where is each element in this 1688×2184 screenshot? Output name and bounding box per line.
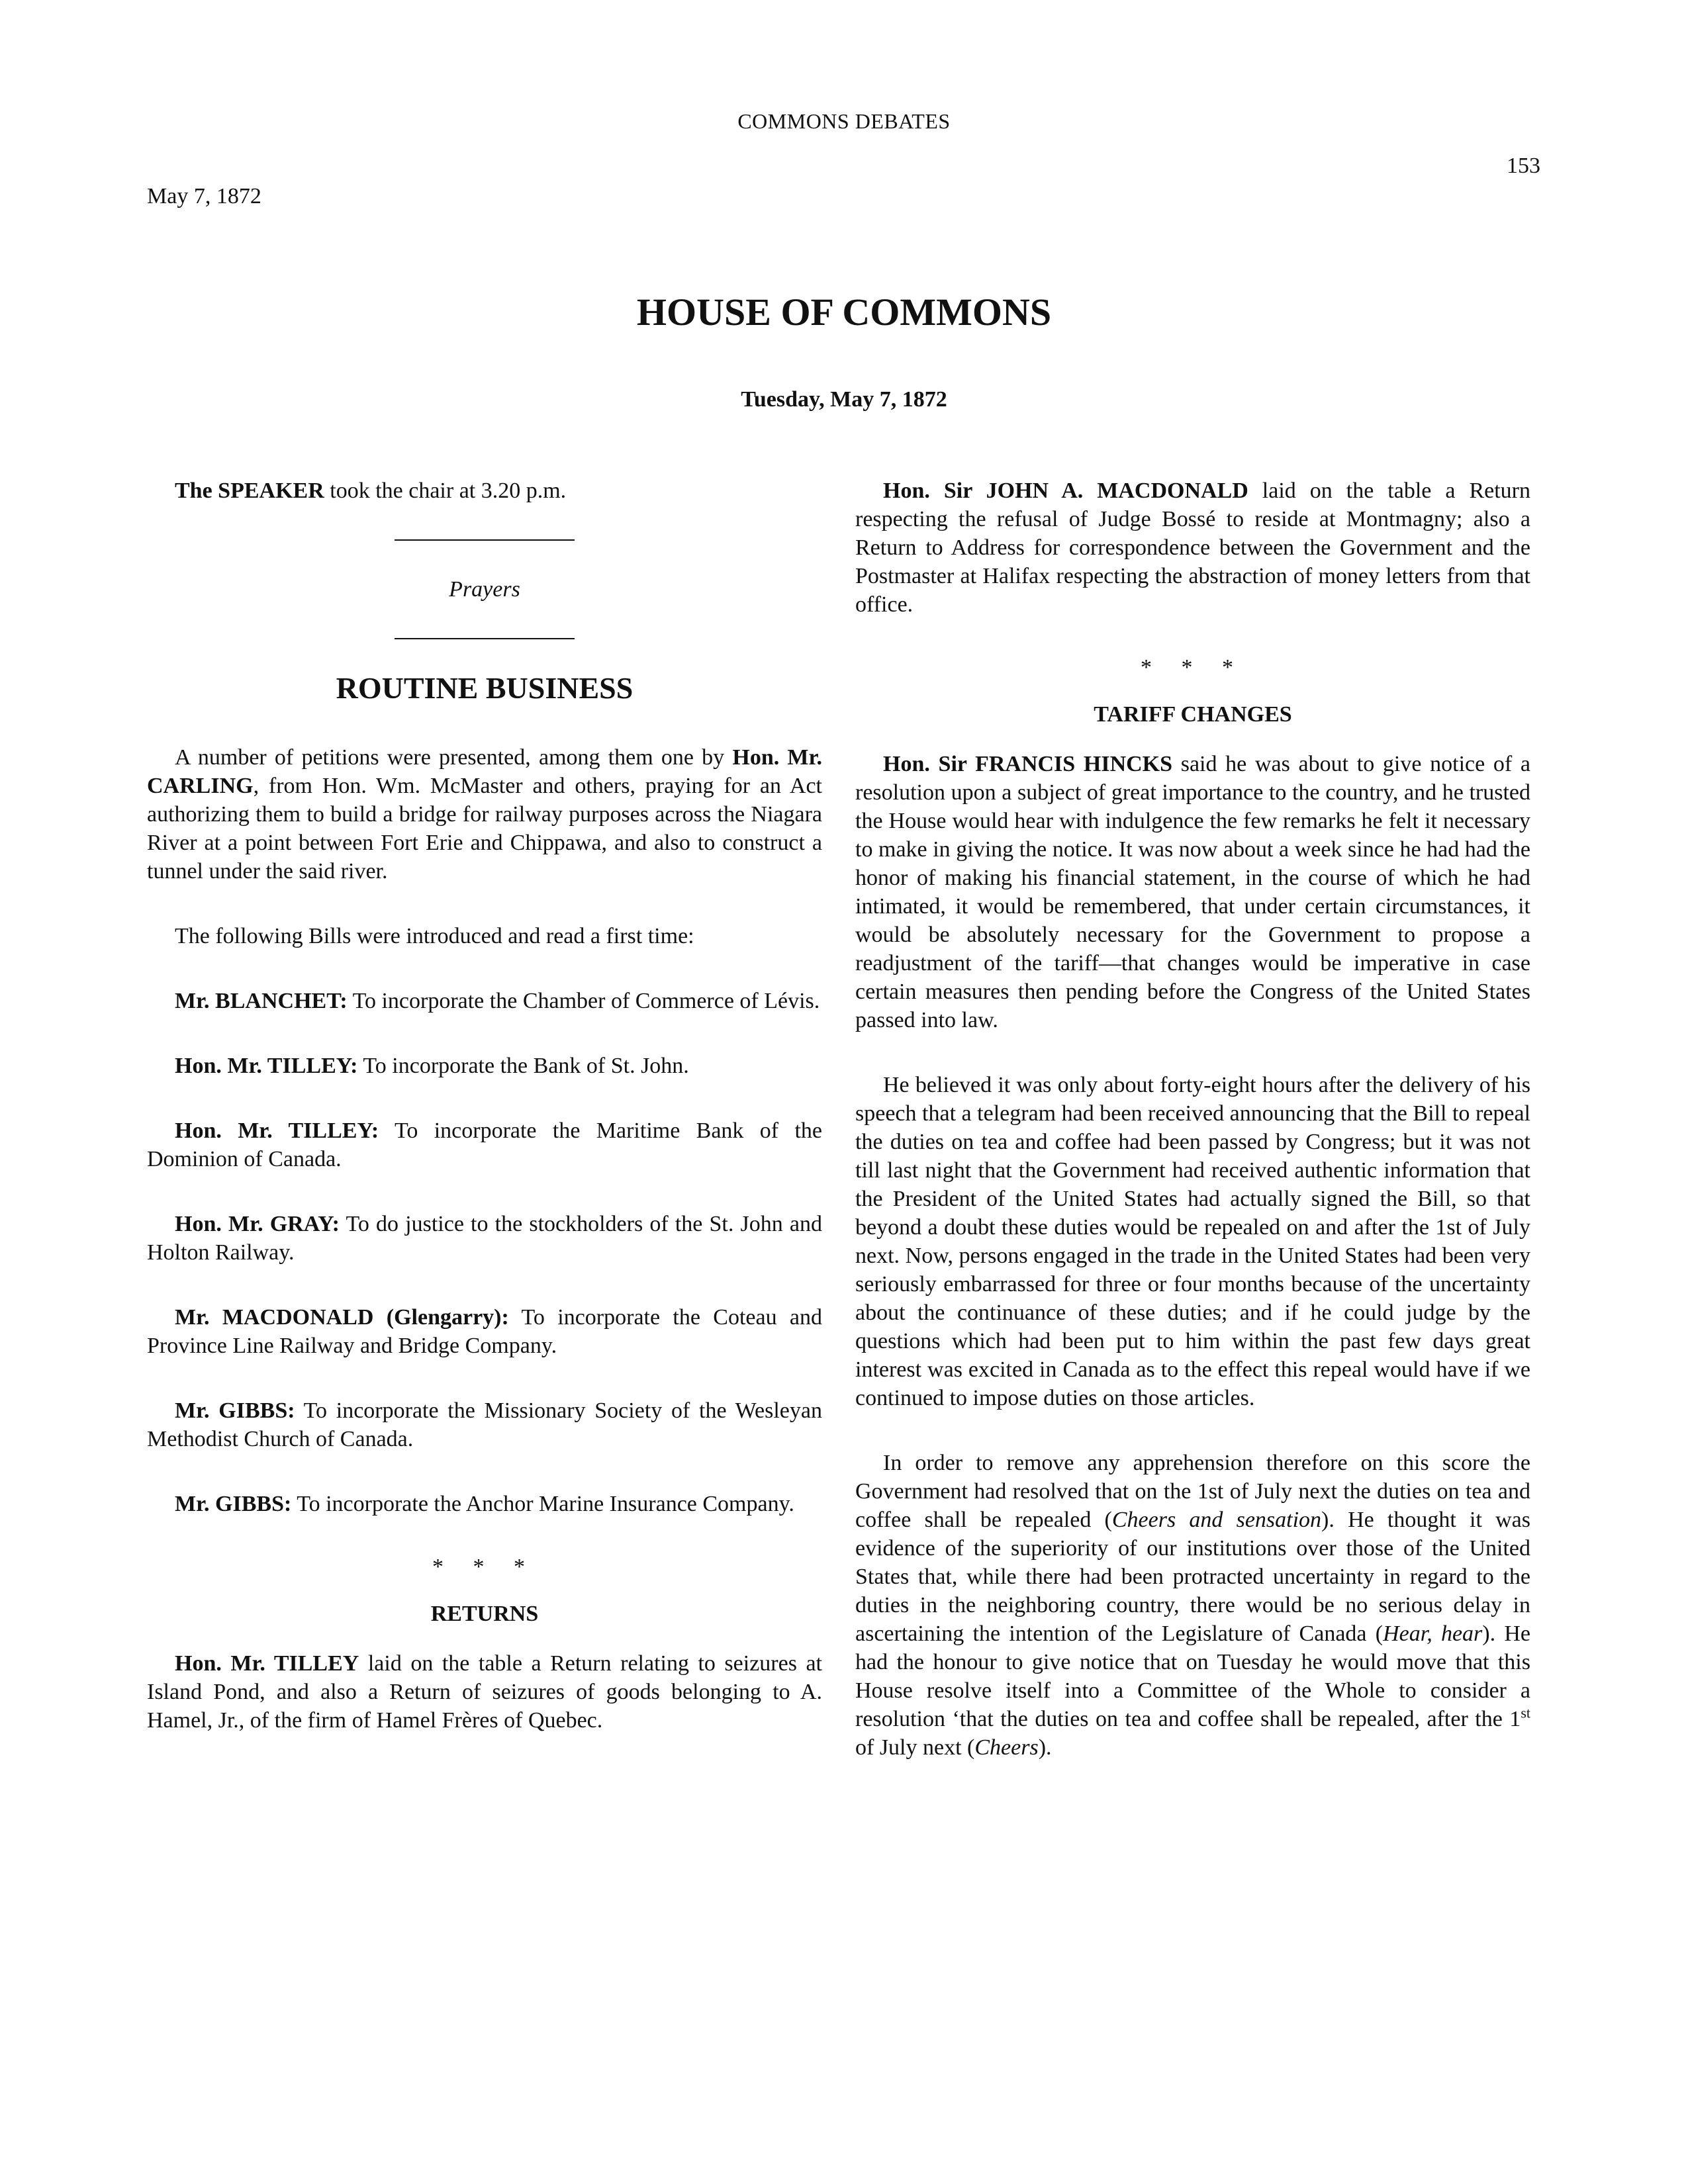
bill-item [147, 1490, 822, 1518]
bill-text: To do justice to the stockholders of the St. John and Holton Railway. [147, 1212, 822, 1265]
bill-text: To incorporate the Coteau and Province Line Railway and Bridge Company. [147, 1305, 822, 1358]
speaker-name: The SPEAKER [175, 478, 324, 503]
bill-item [147, 1116, 822, 1173]
bill-text: To incorporate the Maritime Bank of the Dominion of Canada. [147, 1118, 822, 1171]
bills-intro: The following Bills were introduced and read a first time: [175, 924, 694, 948]
bill-text: To incorporate the Bank of St. John. [357, 1054, 689, 1078]
returns-paragraph [147, 1649, 822, 1735]
ordinal-suffix: st [1521, 1704, 1530, 1721]
left-column [147, 477, 822, 1735]
page-number: 153 [1507, 154, 1540, 178]
section-separator: * * * [1141, 655, 1245, 680]
bill-item [147, 1396, 822, 1453]
bill-text: To incorporate the Chamber of Commerce of Lévis. [347, 989, 820, 1013]
telegram-paragraph: He believed it was only about forty-eight hours after the delivery of his speech that a telegram had been received announcing that the Bill to repeal the duties on tea and coffee had been passed by Congress; but it was not till last night that the Government had received authentic information that the President of the United States had actually signed the Bill, so that beyond a doubt these duties would be repealed on and after the 1st of July next. Now, persons engaged in the trade in the United States had been very seriously embarrassed for three or four months because of the uncertainty about the continuance of these duties; and if he could judge by the questions which had been put to him within the past few days great interest was excited in Canada as to the effect this repeal would have if we continued to impose duties on those articles. [855, 1073, 1530, 1410]
returns-text: laid on the table a Return relating to seizures at Island Pond, and also a Return of seizures of goods belonging to A. Hamel, Jr., of the firm of Hamel Frères of Quebec. [147, 1651, 822, 1733]
member-name: Hon. Mr. TILLEY [175, 1651, 359, 1676]
right-column [855, 477, 1530, 1762]
text-run: of July next ( [855, 1735, 975, 1760]
divider-rule [395, 539, 575, 541]
bill-text: To incorporate the Missionary Society of the Wesleyan Methodist Church of Canada. [147, 1398, 822, 1451]
page-title: HOUSE OF COMMONS [636, 291, 1052, 334]
member-name: Hon. Mr. GRAY: [175, 1212, 340, 1236]
bill-item [147, 1303, 822, 1360]
page-date: May 7, 1872 [147, 184, 261, 208]
text-run: In order to remove any apprehension therefore on this score the Government had resolved that on the 1st of July next the duties on tea and coffee shall be repealed ( [855, 1451, 1530, 1532]
member-name: Hon. Mr. TILLEY: [175, 1118, 379, 1143]
opening-text: took the chair at 3.20 p.m. [324, 478, 567, 503]
routine-business-heading: ROUTINE BUSINESS [336, 671, 633, 705]
hincks-text: said he was about to give notice of a resolution upon a subject of great importance to the country, and he trusted the House would hear with indulgence the few remarks he felt it necessary to make in giving the notice. It was now about a week since he had had the honor of making his financial statement, in the course of which he had intimated, it would be remembered, that under certain circumstances, it would be absolutely necessary for the Government to propose a readjustment of the tariff—that changes would be imperative in case certain measures then pending before the Congress of the United States passed into law. [855, 752, 1530, 1032]
interjection: Cheers and sensation [1111, 1508, 1322, 1532]
bill-item [147, 1210, 822, 1267]
tariff-heading: TARIFF CHANGES [1094, 702, 1292, 727]
member-name: Mr. GIBBS: [175, 1492, 292, 1516]
member-name: Mr. BLANCHET: [175, 989, 348, 1013]
repeal-paragraph [855, 1449, 1530, 1762]
returns-heading: RETURNS [430, 1602, 539, 1626]
opening-paragraph [147, 477, 822, 505]
text-run: ). [1038, 1735, 1052, 1760]
interjection: Cheers [974, 1735, 1039, 1760]
member-name: Hon. Mr. TILLEY: [175, 1054, 358, 1078]
section-separator: * * * [432, 1555, 537, 1579]
bill-item [147, 987, 822, 1015]
bill-text: To incorporate the Anchor Marine Insurance Company. [291, 1492, 794, 1516]
running-head: COMMONS DEBATES [737, 109, 951, 133]
hincks-paragraph [855, 750, 1530, 1034]
macdonald-paragraph [855, 477, 1530, 619]
member-name: Hon. Sir FRANCIS HINCKS [883, 752, 1173, 776]
petitions-post: , from Hon. Wm. McMaster and others, praying for an Act authorizing them to build a bridge for railway purposes across the Niagara River at a point between Fort Erie and Chippawa, and also to construct a tunnel under the said river. [147, 774, 822, 884]
macdonald-text: laid on the table a Return respecting the refusal of Judge Bossé to reside at Montmagny; also a Return to Address for correspondence between the Government and the Postmaster at Halifax respecting the abstraction of money letters from that office. [855, 478, 1530, 617]
text-run: ). He had the honour to give notice that on Tuesday he would move that this House resolve itself into a Committee of the Whole to consider a resolution ‘that the duties on tea and coffee shall be repealed, after the 1 [855, 1621, 1531, 1731]
prayers-label: Prayers [449, 577, 520, 602]
sitting-date: Tuesday, May 7, 1872 [741, 387, 947, 412]
bill-item [147, 1052, 822, 1080]
petitions-paragraph [147, 743, 822, 886]
text-run: ). He thought it was evidence of the superiority of our institutions over those of the United States that, while there had been protracted uncertainty in regard to the duties in the neighboring country, there would be no serious delay in ascertaining the intention of the Legislature of Canada ( [855, 1508, 1530, 1646]
member-name: Hon. Sir JOHN A. MACDONALD [883, 478, 1248, 503]
member-name: Hon. Mr. CARLING [147, 745, 822, 798]
interjection: Hear, hear [1383, 1621, 1483, 1646]
divider-rule [395, 638, 575, 639]
member-name: Mr. GIBBS: [175, 1398, 295, 1423]
petitions-pre: A number of petitions were presented, among them one by [175, 745, 733, 770]
member-name: Mr. MACDONALD (Glengarry): [175, 1305, 509, 1330]
